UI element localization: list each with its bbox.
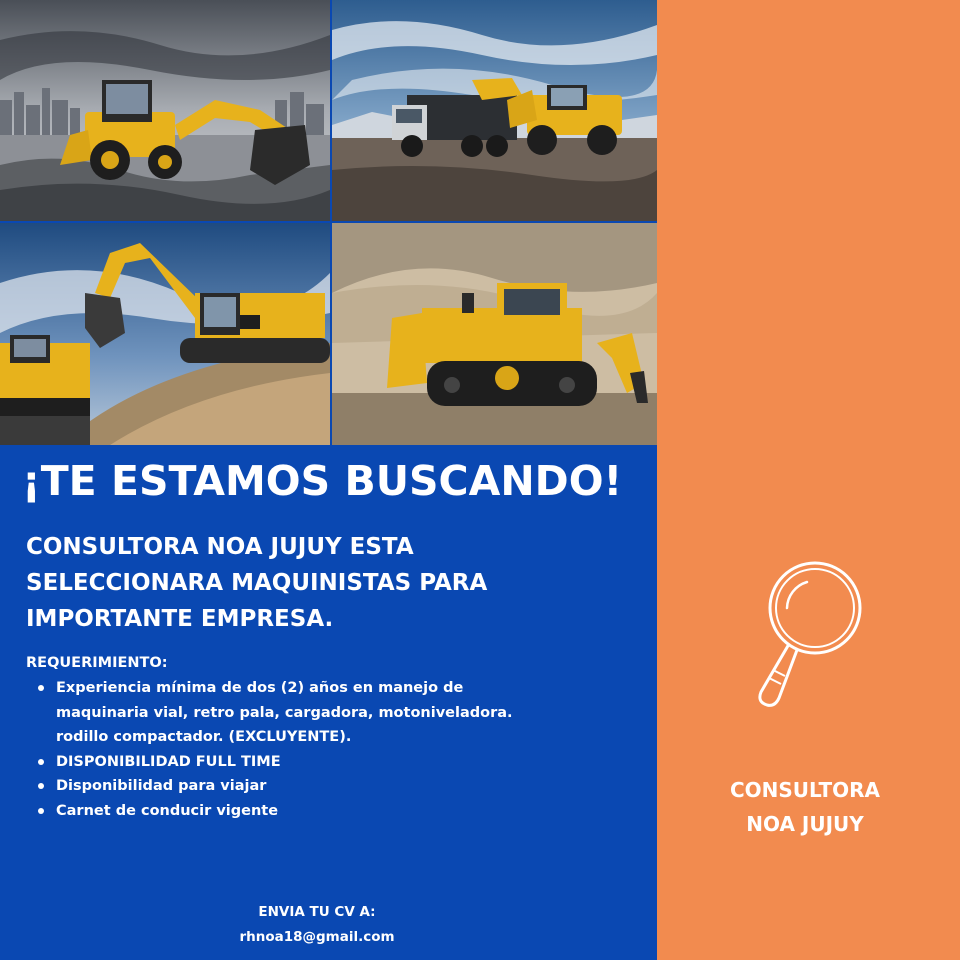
magnifying-glass-icon bbox=[747, 560, 867, 710]
requirement-item-license bbox=[36, 799, 596, 824]
contact-label: ENVIA TU CV A: bbox=[258, 904, 376, 920]
requirement-line: Experiencia mínima de dos (2) años en manejo de bbox=[56, 680, 464, 696]
brand-line: NOA JUJUY bbox=[746, 812, 864, 836]
requirement-item-travel bbox=[36, 774, 596, 799]
brand-name bbox=[700, 773, 910, 841]
requirements-list bbox=[36, 676, 596, 823]
page-title: ¡TE ESTAMOS BUSCANDO! bbox=[22, 457, 623, 505]
requirements-title: REQUERIMIENTO: bbox=[26, 655, 168, 671]
requirement-item-experience bbox=[36, 676, 596, 750]
announcement-text bbox=[26, 529, 626, 637]
backhoe-loader-photo bbox=[0, 0, 330, 221]
announcement-line: IMPORTANTE EMPRESA. bbox=[26, 606, 334, 632]
announcement-line: CONSULTORA NOA JUJUY ESTA bbox=[26, 534, 414, 560]
requirement-line: maquinaria vial, retro pala, cargadora, motoniveladora. bbox=[56, 704, 513, 721]
announcement-line: SELECCIONARA MAQUINISTAS PARA bbox=[26, 570, 488, 596]
dump-truck-and-loader-photo bbox=[332, 0, 657, 221]
bulldozer-photo bbox=[332, 223, 657, 445]
requirement-line: Carnet de conducir vigente bbox=[56, 802, 279, 819]
requirement-item-full-time bbox=[36, 750, 596, 775]
requirement-line: rodillo compactador. (EXCLUYENTE). bbox=[56, 729, 352, 745]
contact-block bbox=[212, 900, 422, 950]
brand-line: CONSULTORA bbox=[729, 778, 881, 802]
requirement-line: Disponibilidad para viajar bbox=[56, 778, 267, 794]
excavator-photo bbox=[0, 223, 330, 445]
requirement-line: DISPONIBILIDAD FULL TIME bbox=[56, 753, 281, 770]
contact-email: rhnoa18@gmail.com bbox=[239, 929, 395, 945]
